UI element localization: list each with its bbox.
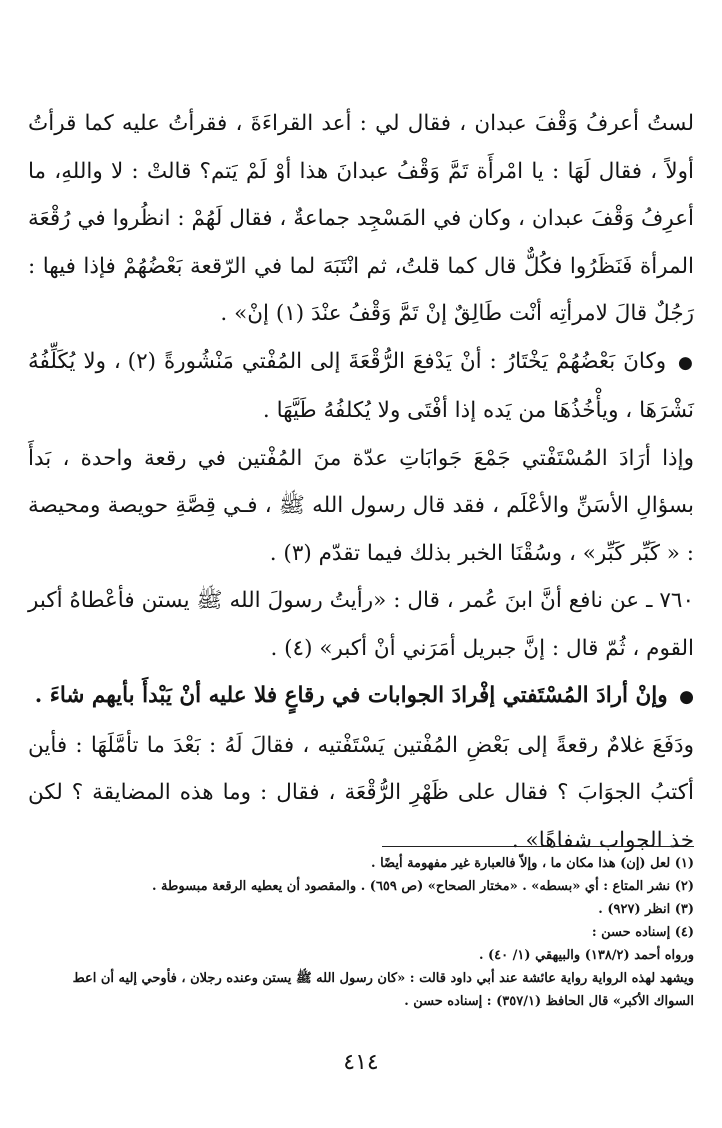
paragraph-4: ٧٦٠ ـ عن نافع أنَّ ابنَ عُمر ، قال : «رأيتُ رسولَ الله ﷺ يستن فأعْطاهُ أكبر القوم ، ثُمّ قال : إنَّ جبريل أمَرَني أنْ أكبر» (٤) . (28, 588, 694, 661)
main-text (28, 100, 694, 864)
footnote-4-source: ورواه أحمد (١٣٨/٢) والبيهقي (١/ ٤٠) . (478, 948, 694, 963)
page-number: ٤١٤ (343, 1050, 379, 1075)
footnote-1: (١) لعل (إن) هذا مكان ما ، وإلاّ فالعبارة غير مفهومة أيضًا . (371, 856, 694, 871)
footnote-4: (٤) إسناده حسن : (591, 925, 694, 940)
bullet-icon: ● (678, 352, 694, 373)
paragraph-2-text: وكانَ بَعْضُهُمْ يَخْتَارُ : أنْ يَدْفعَ الرُّقْعَةَ إلى المُفْتي مَنْشُورةً (٢) ، ولا يُكَلِّفُهُ نَشْرَهَا ، ويأْخُذُهَا من يَده إذا أفْتَى ولا يُكلفُهُ طَيَّهَا . (28, 348, 694, 423)
bullet-icon: ● (679, 687, 694, 707)
document-page (28, 100, 694, 1075)
footnotes (28, 852, 694, 1013)
paragraph-5-text: وإنْ أرادَ المُسْتَفتي إفْرادَ الجوابات في رقاعٍ فلا عليه أنْ يَبْدأَ بأيهم شاءَ . (34, 683, 668, 708)
footnote-divider (382, 846, 694, 847)
paragraph-3: وإذا أرَادَ المُسْتَفْتي جَمْعَ جَوابَاتِ عدّة منَ المُفْتين في رقعة واحدة ، بَدأَ بسؤالِ الأسَنِّ والأعْلَم ، فقد قال رسول الله ﷺ ، فـي قِصَّةِ حويصة ومحيصة : « كَبِّر كَبِّر» ، وسُقْنَا الخبر بذلك فيما تقدّم (٣) . (28, 445, 694, 566)
paragraph-1: لستُ أعرفُ وَقْفَ عبدان ، فقال لي : أعد القراءَةَ ، فقرأتُ عليه كما قرأتُ أولاً ، فقال لَهَا : يا امْرأَة تَمَّ وَقْفُ عبدانَ هذا أوْ لَمْ يَتم؟ قالتْ : لا واللهِ، ما أعرِفُ وَقْفَ عبدان ، وكان في المَسْجِد جماعةٌ ، فقال لَهُمْ : انظُروا في رُقْعَة المرأة فَنَظَرُوا فكُلٌّ قال كما قلتُ، ثم انْتَبَهَ لما في الرّقعة بَعْضُهُمْ فإذا فيها : رَجُلٌ قالَ لامرأتِه أنْت طَالِقٌ إنْ تَمَّ وَقْفُ عنْدَ (١) إنْ» . (28, 111, 694, 326)
footnote-3: (٣) انظر (٩٢٧) . (598, 902, 694, 917)
footnote-2: (٢) نشر المتاع : أي «بسطه» . «مختار الصحاح» (ص ٦٥٩) . والمقصود أن يعطيه الرقعة مبسوطة . (152, 879, 694, 894)
paragraph-6: ودَفَعَ غلامٌ رقعةً إلى بَعْضِ المُفْتين يَسْتَفْتيه ، فقالَ لَهُ : بَعْدَ ما تأمَّلَهَا : فأين أكتبُ الجوَابَ ؟ فقال على ظَهْرِ الرُّقْعَة ، فقال : وما هذه المضايقة ؟ لكن خذ الجواب شفاهًا» . (28, 732, 694, 853)
paragraph-2 (28, 338, 694, 435)
paragraph-5 (28, 672, 694, 722)
footnote-4-witness: ويشهد لهذه الرواية رواية عائشة عند أبي داود قالت : «كان رسول الله ﷺ يستن وعنده رجلان ، فأوحي إليه أن اعط السواك الأكبر» قال الحافظ (٣٥٧/١) : إسناده حسن . (72, 971, 694, 1009)
